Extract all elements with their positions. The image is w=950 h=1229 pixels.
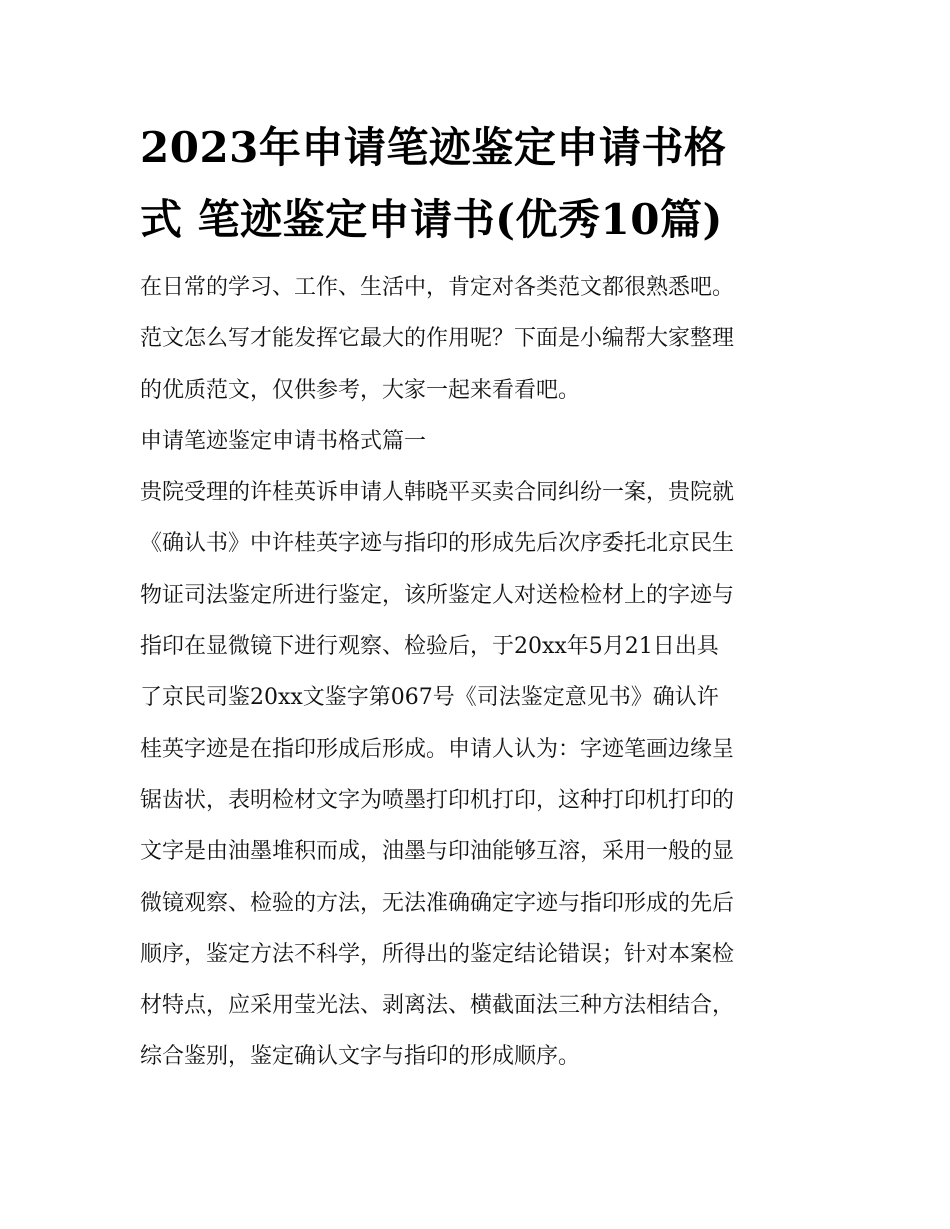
body-line: 《确认书》中许桂英字迹与指印的形成先后次序委托北京民生 [140, 531, 735, 557]
body-paragraph [140, 467, 812, 1083]
title-line: 2023年申请笔迹鉴定申请书格 [140, 123, 727, 172]
title-line: 式 笔迹鉴定申请书(优秀10篇) [140, 195, 723, 244]
intro-line: 在日常的学习、工作、生活中，肯定对各类范文都很熟悉吧。 [140, 275, 735, 300]
body-line: 文字是由油墨堆积而成，油墨与印油能够互溶，采用一般的显 [140, 839, 735, 865]
document-content [140, 112, 812, 1083]
body-line: 材特点，应采用莹光法、剥离法、横截面法三种方法相结合， [140, 993, 735, 1019]
intro-paragraph [140, 262, 812, 416]
intro-line: 范文怎么写才能发挥它最大的作用呢？下面是小编帮大家整理 [140, 326, 735, 352]
body-line: 顺序，鉴定方法不科学，所得出的鉴定结论错误；针对本案检 [140, 941, 735, 967]
section-heading [140, 416, 812, 467]
intro-line: 的优质范文，仅供参考，大家一起来看看吧。 [140, 377, 581, 403]
body-line: 了京民司鉴20xx文鉴字第067号《司法鉴定意见书》确认许 [140, 685, 719, 711]
section-heading-text: 申请笔迹鉴定申请书格式篇一 [140, 428, 427, 454]
body-line: 桂英字迹是在指印形成后形成。申请人认为：字迹笔画边缘呈 [140, 736, 735, 762]
body-line: 贵院受理的许桂英诉申请人韩晓平买卖合同纠纷一案，贵院就 [140, 480, 735, 506]
document-body [140, 262, 812, 1083]
body-line: 微镜观察、检验的方法，无法准确确定字迹与指印形成的先后 [140, 890, 735, 916]
body-line: 指印在显微镜下进行观察、检验后，于20xx年5月21日出具 [140, 634, 719, 660]
body-line: 锯齿状，表明检材文字为喷墨打印机打印，这种打印机打印的 [140, 787, 735, 813]
document-title [140, 112, 812, 256]
body-line: 物证司法鉴定所进行鉴定，该所鉴定人对送检检材上的字迹与 [140, 582, 735, 608]
body-line: 综合鉴别，鉴定确认文字与指印的形成顺序。 [140, 1044, 581, 1070]
